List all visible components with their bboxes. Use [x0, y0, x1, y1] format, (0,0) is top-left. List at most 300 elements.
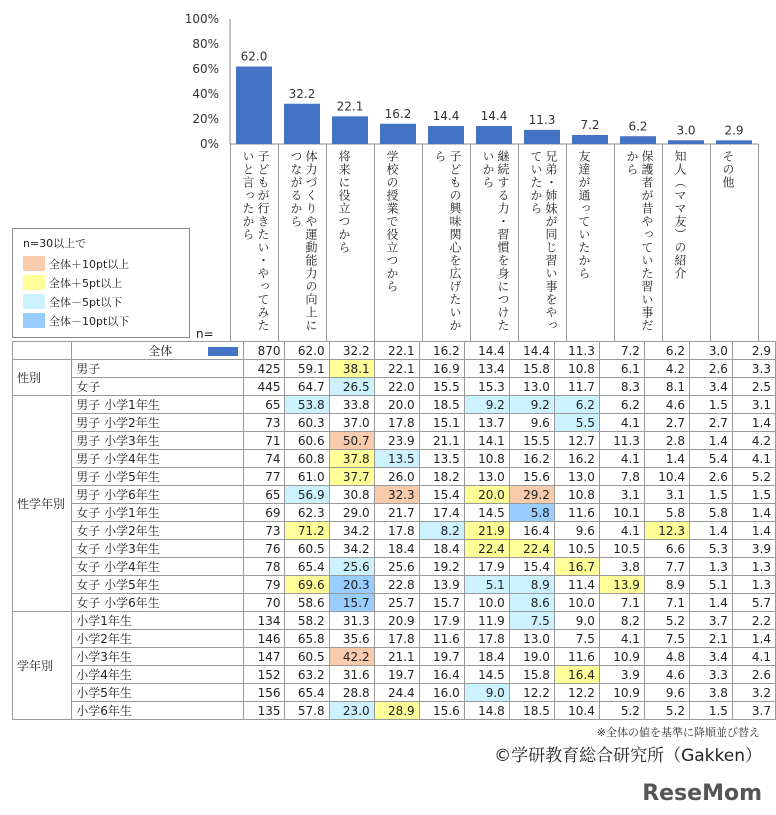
table-cell: 7.5 [644, 630, 689, 648]
row-label: 女子 小学6年生 [72, 594, 244, 612]
table-cell: 1.5 [689, 702, 732, 720]
row-n: 65 [244, 396, 284, 414]
table-cell: 58.6 [284, 594, 329, 612]
table-cell: 8.9 [509, 576, 554, 594]
row-label: 男子 小学4年生 [72, 450, 244, 468]
y-tick-label: 100% [184, 12, 219, 26]
table-cell: 4.1 [599, 630, 644, 648]
table-cell: 5.2 [732, 468, 775, 486]
table-cell: 10.4 [644, 468, 689, 486]
row-n: 156 [244, 684, 284, 702]
table-cell: 15.8 [509, 360, 554, 378]
table-cell: 16.4 [419, 666, 464, 684]
table-cell: 2.7 [644, 414, 689, 432]
table-cell: 5.2 [599, 702, 644, 720]
table-cell: 9.2 [509, 396, 554, 414]
table-row [13, 612, 776, 630]
data-table [12, 341, 776, 720]
table-cell: 65.8 [284, 630, 329, 648]
table-cell: 13.0 [509, 378, 554, 396]
bar-value-label: 7.2 [580, 118, 600, 132]
table-cell: 9.6 [644, 684, 689, 702]
table-cell: 10.8 [554, 360, 599, 378]
row-n: 77 [244, 468, 284, 486]
table-cell: 64.7 [284, 378, 329, 396]
resemom-logo: ReseMom [642, 781, 762, 806]
table-cell: 28.9 [374, 702, 419, 720]
column-divider [374, 144, 375, 342]
row-label: 小学2年生 [72, 630, 244, 648]
table-cell: 15.8 [509, 666, 554, 684]
row-label: 女子 [72, 378, 244, 396]
table-cell: 2.8 [644, 432, 689, 450]
table-cell: 3.2 [732, 684, 775, 702]
table-cell: 2.6 [689, 468, 732, 486]
table-cell: 4.1 [599, 522, 644, 540]
table-cell: 50.7 [329, 432, 374, 450]
table-cell: 65.4 [284, 684, 329, 702]
y-tick-label: 80% [192, 37, 219, 51]
table-cell: 18.2 [419, 468, 464, 486]
table-cell: 3.0 [689, 342, 732, 360]
table-row [13, 558, 776, 576]
table-row [13, 378, 776, 396]
table-cell: 37.0 [329, 414, 374, 432]
table-cell: 21.1 [419, 432, 464, 450]
table-cell: 8.1 [644, 378, 689, 396]
table-cell: 20.0 [464, 486, 509, 504]
table-cell: 60.8 [284, 450, 329, 468]
table-cell: 12.3 [644, 522, 689, 540]
table-cell: 15.4 [509, 558, 554, 576]
table-cell: 9.6 [554, 522, 599, 540]
table-cell: 14.1 [464, 432, 509, 450]
table-cell: 8.6 [509, 594, 554, 612]
table-cell: 7.1 [644, 594, 689, 612]
bar-chart [0, 0, 776, 150]
row-n: 70 [244, 594, 284, 612]
table-cell: 6.2 [599, 396, 644, 414]
table-cell: 35.6 [329, 630, 374, 648]
legend-item-minus10 [23, 312, 129, 329]
y-tick-label: 0% [199, 137, 219, 150]
table-cell: 4.1 [599, 450, 644, 468]
table-cell: 13.0 [464, 468, 509, 486]
table-cell: 60.5 [284, 540, 329, 558]
table-cell: 4.1 [732, 450, 775, 468]
table-cell: 1.4 [732, 414, 775, 432]
column-divider [470, 144, 471, 342]
table-cell: 22.8 [374, 576, 419, 594]
category-label: 将来に役立つから [337, 150, 351, 254]
column-divider [278, 144, 279, 342]
table-cell: 34.2 [329, 540, 374, 558]
row-label: 女子 小学4年生 [72, 558, 244, 576]
table-row [13, 576, 776, 594]
table-cell: 34.2 [329, 522, 374, 540]
table-cell: 18.5 [509, 702, 554, 720]
table-cell: 17.9 [464, 558, 509, 576]
table-cell: 1.4 [689, 522, 732, 540]
table-cell: 2.9 [732, 342, 775, 360]
table-cell: 62.0 [284, 342, 329, 360]
column-divider [518, 144, 519, 342]
table-cell: 1.4 [689, 432, 732, 450]
bar-value-label: 22.1 [336, 99, 364, 114]
legend-item-minus5 [23, 293, 122, 310]
table-cell: 1.4 [732, 630, 775, 648]
table-cell: 15.6 [509, 468, 554, 486]
table-cell: 14.5 [464, 666, 509, 684]
row-n: 146 [244, 630, 284, 648]
table-cell: 2.6 [689, 360, 732, 378]
row-n: 152 [244, 666, 284, 684]
row-n: 870 [244, 342, 284, 360]
table-cell: 11.4 [554, 576, 599, 594]
legend-item-plus10 [23, 255, 129, 272]
table-cell: 2.7 [689, 414, 732, 432]
table-cell: 16.7 [554, 558, 599, 576]
table-cell: 1.4 [732, 504, 775, 522]
table-cell: 60.6 [284, 432, 329, 450]
row-label: 男子 小学2年生 [72, 414, 244, 432]
table-cell: 2.6 [732, 666, 775, 684]
table-cell: 6.1 [599, 360, 644, 378]
y-tick-label: 60% [192, 62, 219, 76]
bar-value-label: 16.2 [384, 106, 412, 121]
legend-swatch [23, 313, 45, 328]
table-cell: 10.8 [464, 450, 509, 468]
category-label: 兄弟・姉妹が同じ習い事をやっていたから [529, 150, 558, 332]
table-cell: 13.7 [464, 414, 509, 432]
table-row [13, 684, 776, 702]
table-cell: 4.6 [644, 666, 689, 684]
row-label: 女子 小学2年生 [72, 522, 244, 540]
table-cell: 16.4 [554, 666, 599, 684]
table-cell: 1.5 [689, 486, 732, 504]
column-divider [758, 144, 759, 342]
table-cell: 4.2 [644, 360, 689, 378]
category-label: 子どもが行きたい・やってみたいと言ったから [241, 150, 270, 332]
legend-label: 全体＋10pt以上 [49, 257, 130, 271]
row-n: 445 [244, 378, 284, 396]
table-row [13, 432, 776, 450]
table-cell: 17.8 [374, 630, 419, 648]
table-cell: 4.2 [732, 432, 775, 450]
row-label: 小学5年生 [72, 684, 244, 702]
row-n: 71 [244, 432, 284, 450]
category-label: 学校の授業で役立つから [385, 150, 399, 293]
table-cell: 19.7 [419, 648, 464, 666]
group-label: 性別 [13, 360, 72, 396]
table-row [13, 486, 776, 504]
table-cell: 22.4 [509, 540, 554, 558]
table-cell: 1.3 [732, 558, 775, 576]
table-cell: 5.7 [732, 594, 775, 612]
table-cell: 4.8 [644, 648, 689, 666]
table-cell: 30.8 [329, 486, 374, 504]
table-cell: 10.8 [554, 486, 599, 504]
table-cell: 8.2 [599, 612, 644, 630]
bar [476, 126, 512, 144]
row-label: 男子 小学5年生 [72, 468, 244, 486]
table-cell: 53.8 [284, 396, 329, 414]
table-cell: 5.4 [689, 450, 732, 468]
table-cell: 15.5 [509, 432, 554, 450]
table-cell: 5.2 [644, 702, 689, 720]
table-cell: 13.9 [419, 576, 464, 594]
bar-value-label: 6.2 [628, 119, 648, 134]
table-cell: 7.7 [644, 558, 689, 576]
table-cell: 18.4 [419, 540, 464, 558]
table-cell: 22.4 [464, 540, 509, 558]
table-cell: 3.4 [689, 378, 732, 396]
table-cell: 15.4 [419, 486, 464, 504]
bar [668, 140, 704, 144]
table-cell: 23.0 [329, 702, 374, 720]
table-cell: 21.1 [374, 648, 419, 666]
bar [716, 140, 752, 144]
legend-label: 全体＋5pt以上 [49, 276, 123, 290]
table-cell: 25.6 [329, 558, 374, 576]
table-cell: 9.0 [554, 612, 599, 630]
table-cell: 3.9 [732, 540, 775, 558]
table-row [13, 630, 776, 648]
table-cell: 3.4 [689, 648, 732, 666]
bar [284, 104, 320, 144]
table-cell: 13.4 [464, 360, 509, 378]
table-cell: 20.0 [374, 396, 419, 414]
table-row [13, 666, 776, 684]
table-cell: 63.2 [284, 666, 329, 684]
legend-swatch [23, 275, 45, 290]
table-row [13, 594, 776, 612]
table-cell: 17.8 [464, 630, 509, 648]
table-row [13, 360, 776, 378]
table-cell: 3.1 [599, 486, 644, 504]
row-n: 79 [244, 576, 284, 594]
table-cell: 60.3 [284, 414, 329, 432]
table-cell: 5.8 [689, 504, 732, 522]
table-cell: 22.1 [374, 360, 419, 378]
group-label: 性学年別 [13, 396, 72, 612]
table-cell: 4.1 [732, 648, 775, 666]
table-cell: 7.1 [599, 594, 644, 612]
table-cell: 22.1 [374, 342, 419, 360]
bar-value-label: 32.2 [288, 86, 316, 101]
legend-label: 全体－5pt以下 [49, 295, 123, 309]
table-cell: 1.4 [644, 450, 689, 468]
table-cell: 13.0 [509, 630, 554, 648]
table-cell: 16.2 [419, 342, 464, 360]
table-cell: 16.4 [509, 522, 554, 540]
table-cell: 19.0 [509, 648, 554, 666]
row-n: 135 [244, 702, 284, 720]
table-cell: 1.4 [689, 594, 732, 612]
table-cell: 15.6 [419, 702, 464, 720]
table-row [13, 648, 776, 666]
table-cell: 7.8 [599, 468, 644, 486]
y-tick-label: 20% [192, 112, 219, 126]
table-cell: 10.9 [599, 648, 644, 666]
row-label: 女子 小学5年生 [72, 576, 244, 594]
table-row [13, 504, 776, 522]
table-cell: 15.7 [419, 594, 464, 612]
bar [620, 136, 656, 144]
table-cell: 3.3 [732, 360, 775, 378]
table-row [13, 522, 776, 540]
table-cell: 69.6 [284, 576, 329, 594]
table-cell: 13.0 [554, 468, 599, 486]
table-cell: 2.2 [732, 612, 775, 630]
category-label: 体力づくりや運動能力の向上につながるから [289, 150, 318, 332]
table-cell: 25.7 [374, 594, 419, 612]
table-cell: 12.2 [554, 684, 599, 702]
table-cell: 18.5 [419, 396, 464, 414]
table-cell: 14.4 [509, 342, 554, 360]
table-cell: 3.7 [732, 702, 775, 720]
table-cell: 57.8 [284, 702, 329, 720]
table-cell: 5.2 [644, 612, 689, 630]
table-cell: 26.5 [329, 378, 374, 396]
row-label: 全体 [72, 342, 244, 360]
column-divider [710, 144, 711, 342]
table-cell: 19.2 [419, 558, 464, 576]
table-cell: 37.8 [329, 450, 374, 468]
table-cell: 17.4 [419, 504, 464, 522]
table-cell: 2.5 [732, 378, 775, 396]
table-cell: 25.6 [374, 558, 419, 576]
table-cell: 5.8 [509, 504, 554, 522]
table-cell: 61.0 [284, 468, 329, 486]
bar-value-label: 14.4 [432, 109, 460, 123]
table-cell: 3.1 [732, 396, 775, 414]
table-cell: 10.9 [599, 684, 644, 702]
table-cell: 3.3 [689, 666, 732, 684]
table-cell: 33.8 [329, 396, 374, 414]
table-cell: 3.8 [689, 684, 732, 702]
table-cell: 16.9 [419, 360, 464, 378]
table-cell: 60.5 [284, 648, 329, 666]
table-cell: 1.5 [689, 396, 732, 414]
sort-note: ※全体の値を基準に降順並び替え [596, 726, 760, 739]
bar [236, 67, 272, 145]
table-cell: 7.2 [599, 342, 644, 360]
table-cell: 15.1 [419, 414, 464, 432]
bar-value-label: 2.9 [724, 123, 744, 138]
table-cell: 28.8 [329, 684, 374, 702]
table-cell: 21.7 [374, 504, 419, 522]
table-cell: 18.4 [374, 540, 419, 558]
row-label: 小学4年生 [72, 666, 244, 684]
row-n: 74 [244, 450, 284, 468]
legend-swatch [23, 294, 45, 309]
table-cell: 7.5 [554, 630, 599, 648]
table-cell: 11.6 [554, 648, 599, 666]
row-label: 男子 小学1年生 [72, 396, 244, 414]
highlight-legend [12, 228, 190, 338]
table-cell: 58.2 [284, 612, 329, 630]
bar-value-label: 3.0 [676, 123, 696, 138]
table-cell: 11.9 [464, 612, 509, 630]
row-label: 男子 小学3年生 [72, 432, 244, 450]
row-label: 小学1年生 [72, 612, 244, 630]
category-label: 継続する力・習慣を身につけたいから [481, 150, 510, 332]
row-label: 小学3年生 [72, 648, 244, 666]
table-cell: 62.3 [284, 504, 329, 522]
table-cell: 31.6 [329, 666, 374, 684]
table-cell: 15.5 [419, 378, 464, 396]
table-cell: 12.7 [554, 432, 599, 450]
table-cell: 10.0 [554, 594, 599, 612]
table-cell: 3.1 [644, 486, 689, 504]
table-cell: 17.9 [419, 612, 464, 630]
table-cell: 9.6 [509, 414, 554, 432]
table-cell: 65.4 [284, 558, 329, 576]
legend-label: 全体－10pt以下 [49, 314, 130, 328]
column-divider [662, 144, 663, 342]
y-tick-label: 40% [192, 87, 219, 101]
bar [380, 124, 416, 144]
row-n: 65 [244, 486, 284, 504]
table-cell: 5.3 [689, 540, 732, 558]
table-cell: 15.3 [464, 378, 509, 396]
table-cell: 19.7 [374, 666, 419, 684]
group-label [13, 342, 72, 360]
bar-value-label: 11.3 [528, 112, 556, 127]
total-bar-marker [208, 347, 238, 356]
legend-title: n=30以上で [23, 237, 87, 250]
column-divider [326, 144, 327, 342]
table-cell: 18.4 [464, 648, 509, 666]
table-cell: 42.2 [329, 648, 374, 666]
table-cell: 3.8 [599, 558, 644, 576]
category-label: その他 [721, 150, 735, 189]
n-header: n= [196, 327, 214, 341]
table-row [13, 450, 776, 468]
table-cell: 10.5 [599, 540, 644, 558]
table-cell: 10.5 [554, 540, 599, 558]
table-cell: 14.8 [464, 702, 509, 720]
table-cell: 29.2 [509, 486, 554, 504]
table-cell: 11.3 [554, 342, 599, 360]
table-cell: 5.8 [644, 504, 689, 522]
table-cell: 8.9 [644, 576, 689, 594]
bar-value-label: 62.0 [240, 49, 268, 64]
table-cell: 6.6 [644, 540, 689, 558]
table-cell: 13.5 [374, 450, 419, 468]
table-cell: 14.4 [464, 342, 509, 360]
category-label: 保護者が昔やっていた習い事だから [625, 150, 654, 332]
table-cell: 14.5 [464, 504, 509, 522]
row-n: 76 [244, 540, 284, 558]
column-divider [614, 144, 615, 342]
row-label: 男子 [72, 360, 244, 378]
table-cell: 15.7 [329, 594, 374, 612]
table-cell: 59.1 [284, 360, 329, 378]
table-cell: 4.6 [644, 396, 689, 414]
bar [428, 126, 464, 144]
table-cell: 16.0 [419, 684, 464, 702]
table-cell: 8.3 [599, 378, 644, 396]
row-n: 134 [244, 612, 284, 630]
table-cell: 17.8 [374, 522, 419, 540]
legend-swatch [23, 256, 45, 271]
row-label: 女子 小学3年生 [72, 540, 244, 558]
table-cell: 20.3 [329, 576, 374, 594]
table-cell: 13.5 [419, 450, 464, 468]
table-cell: 1.3 [689, 558, 732, 576]
